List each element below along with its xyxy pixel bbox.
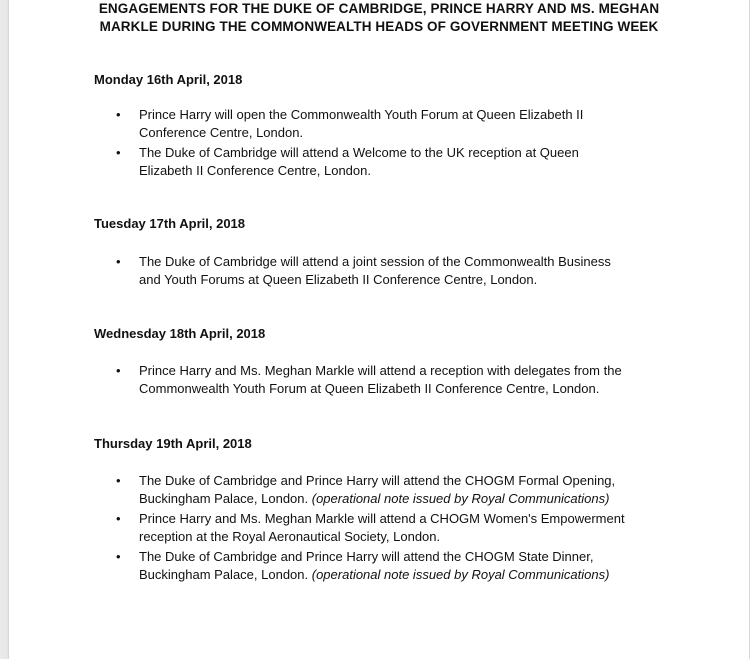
item-line-2: Buckingham Palace, London.	[139, 567, 309, 582]
item-line-1: The Duke of Cambridge and Prince Harry will attend the CHOGM State Dinner,	[139, 549, 594, 564]
item-line-2: Conference Centre, London.	[139, 125, 304, 140]
bullet-icon: •	[116, 145, 121, 160]
item-line-1: Prince Harry and Ms. Meghan Markle will attend a reception with delegates from the	[139, 363, 622, 378]
list-item	[94, 472, 734, 508]
title-line-1: ENGAGEMENTS FOR THE DUKE OF CAMBRIDGE, PRINCE HARRY AND MS. MEGHAN	[98, 1, 660, 16]
item-line-1: The Duke of Cambridge will attend a joint session of the Commonwealth Business	[139, 254, 611, 269]
engagement-list	[94, 106, 734, 180]
list-item	[94, 548, 734, 584]
operational-note: (operational note issued by Royal Communications)	[311, 491, 610, 506]
section-heading: Tuesday 17th April, 2018	[94, 216, 246, 231]
item-line-1: Prince Harry and Ms. Meghan Markle will attend a CHOGM Women's Empowerment	[139, 511, 625, 526]
item-line-1: Prince Harry will open the Commonwealth Youth Forum at Queen Elizabeth II	[139, 107, 584, 122]
item-line-2: reception at the Royal Aeronautical Society, London.	[139, 529, 441, 544]
section-monday	[94, 71, 734, 182]
item-line-2: Commonwealth Youth Forum at Queen Elizabeth II Conference Centre, London.	[139, 381, 600, 396]
bullet-icon: •	[116, 549, 121, 564]
section-tuesday	[94, 215, 734, 291]
title-line-2: MARKLE DURING THE COMMONWEALTH HEADS OF GOVERNMENT MEETING WEEK	[99, 19, 659, 34]
engagement-list	[94, 253, 734, 289]
item-line-1: The Duke of Cambridge will attend a Welcome to the UK reception at Queen	[139, 145, 579, 160]
document-title	[9, 0, 749, 36]
engagement-list	[94, 362, 734, 398]
section-wednesday	[94, 325, 734, 400]
list-item	[94, 362, 734, 398]
bullet-icon: •	[116, 473, 121, 488]
section-thursday	[94, 435, 734, 586]
section-heading: Monday 16th April, 2018	[94, 72, 243, 87]
list-item	[94, 253, 734, 289]
bullet-icon: •	[116, 511, 121, 526]
bullet-icon: •	[116, 107, 121, 122]
engagement-list	[94, 472, 734, 584]
operational-note: (operational note issued by Royal Communications)	[311, 567, 610, 582]
item-line-2: Elizabeth II Conference Centre, London.	[139, 163, 371, 178]
bullet-icon: •	[116, 254, 121, 269]
section-heading: Wednesday 18th April, 2018	[94, 326, 266, 341]
list-item	[94, 106, 734, 142]
list-item	[94, 144, 734, 180]
document-page	[9, 0, 749, 659]
item-line-1: The Duke of Cambridge and Prince Harry will attend the CHOGM Formal Opening,	[139, 473, 616, 488]
section-heading: Thursday 19th April, 2018	[94, 436, 252, 451]
list-item	[94, 510, 734, 546]
item-line-2: and Youth Forums at Queen Elizabeth II Conference Centre, London.	[139, 272, 538, 287]
bullet-icon: •	[116, 363, 121, 378]
item-line-2: Buckingham Palace, London.	[139, 491, 309, 506]
